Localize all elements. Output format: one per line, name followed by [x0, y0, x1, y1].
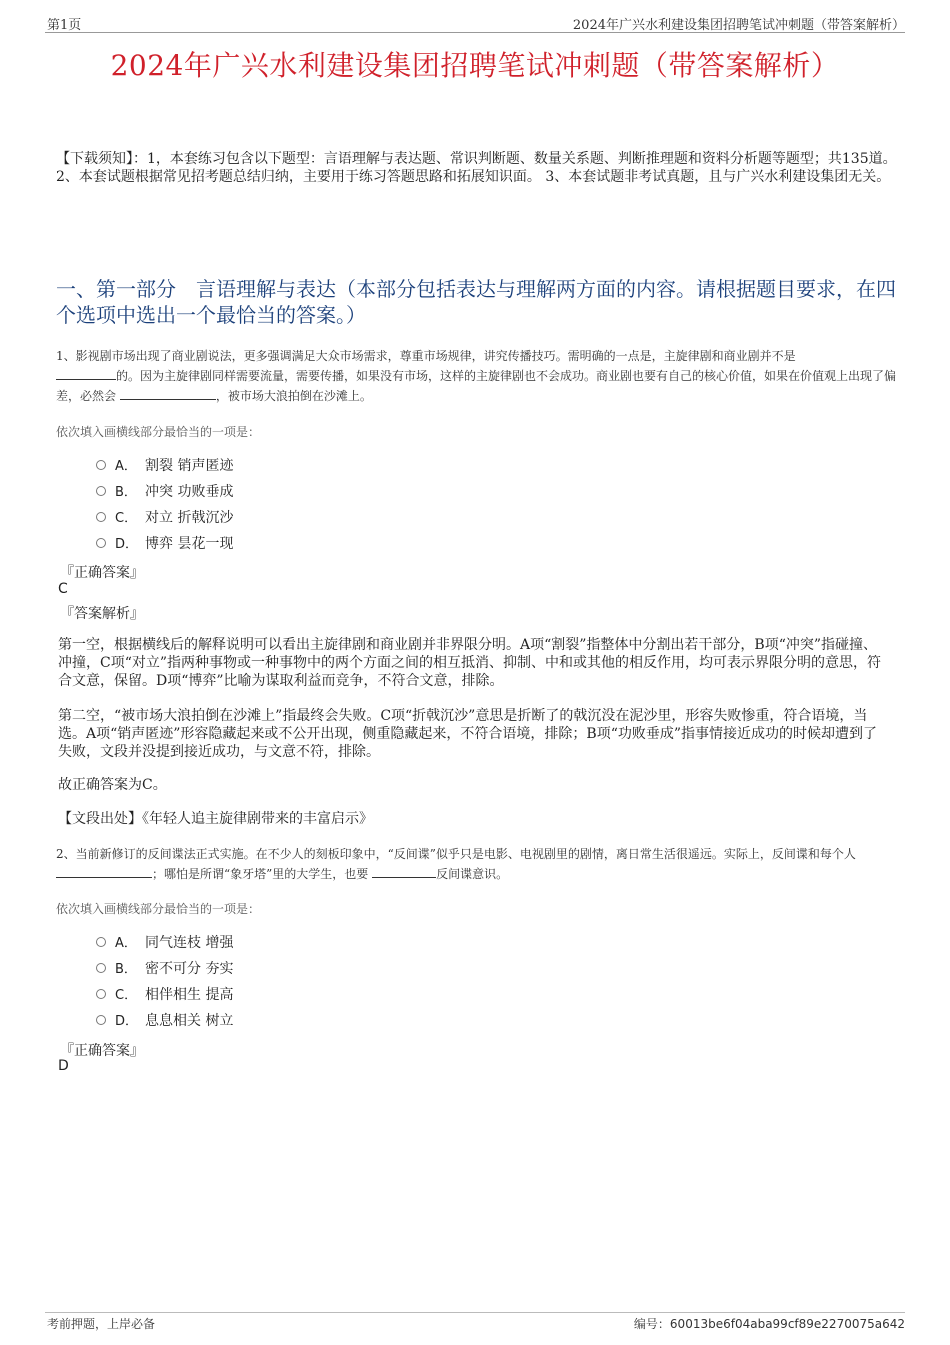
question-instruction: 依次填入画横线部分最恰当的一项是：	[56, 902, 261, 916]
question-stem-text: 的。因为主旋律剧同样需要流量，需要传播，如果没有市场，这样的主旋律剧也不会成功。商业剧也要有自己的核心价值，如果在价值观上出现了偏差，必然会	[56, 369, 897, 403]
section-heading: 一、第一部分 言语理解与表达（本部分包括表达与理解两方面的内容。请根据题目要求，在四个选项中选出一个最恰当的答案。）	[56, 277, 896, 327]
download-notice: 【下载须知】：1，本套练习包含以下题型：言语理解与表达题、常识判断题、数量关系题、判断推理题和资料分析题等题型；共135道。 2、本套试题根据常见招考题总结归纳，主要用于练习答题思路和拓展知识面。 3、本套试题非考试真题，且与广兴水利建设集团无关。	[56, 151, 897, 185]
analysis-paragraph: 第二空，“被市场大浪拍倒在沙滩上”指最终会失败。C项“折戟沉沙”意思是折断了的戟沉没在泥沙里，形容失败惨重，符合语境，当选。A项“销声匿迹”形容隐藏起来或不公开出现，侧重隐藏起来，不符合语境，排除；B项“功败垂成”指事情接近成功的时候却遭到了失败，文段并没提到接近成功，与文意不符，排除。	[58, 708, 878, 760]
option-b[interactable]	[96, 482, 233, 502]
document-title: 2024年广兴水利建设集团招聘笔试冲刺题（带答案解析）	[110, 49, 840, 82]
option-d[interactable]	[96, 534, 233, 554]
option-d[interactable]	[96, 1011, 233, 1031]
source-citation: 【文段出处】《年轻人追主旋律剧带来的丰富启示》	[58, 811, 373, 827]
option-a[interactable]	[96, 933, 233, 953]
fill-blank	[120, 387, 216, 400]
radio-icon[interactable]	[96, 460, 106, 470]
option-text: 博弈 昙花一现	[145, 536, 234, 552]
option-c[interactable]	[96, 985, 233, 1005]
option-letter: A．	[115, 459, 137, 474]
correct-answer-label: 『正确答案』	[60, 1043, 144, 1059]
document-code-label: 编号：	[633, 1317, 670, 1331]
analysis-paragraph: 第一空，根据横线后的解释说明可以看出主旋律剧和商业剧并非界限分明。A项“割裂”指整体中分割出若干部分，B项“冲突”指碰撞、冲撞，C项“对立”指两种事物或一种事物中的两个方面之间的相互抵消、抑制、中和或其他的相反作用，均可表示界限分明的意思，符合文意，保留。D项“博弈”比喻为谋取利益而竞争，不符合文意，排除。	[58, 637, 882, 689]
option-letter: D．	[115, 1014, 139, 1029]
correct-answer: D	[58, 1058, 69, 1074]
question-1-stem	[56, 346, 898, 406]
option-text: 密不可分 夯实	[145, 961, 234, 977]
fill-blank	[372, 865, 436, 878]
option-letter: B．	[115, 485, 137, 500]
option-letter: C．	[115, 511, 138, 526]
option-letter: B．	[115, 962, 137, 977]
option-b[interactable]	[96, 959, 233, 979]
footer-slogan: 考前押题，上岸必备	[47, 1317, 156, 1331]
question-stem-text: 反间谍意识。	[436, 867, 509, 881]
option-text: 对立 折戟沉沙	[145, 510, 234, 526]
option-text: 息息相关 树立	[145, 1013, 234, 1029]
question-stem-text: 1、影视剧市场出现了商业剧说法，更多强调满足大众市场需求，尊重市场规律，讲究传播技巧。需明确的一点是，主旋律剧和商业剧并不是	[56, 349, 796, 363]
option-letter: C．	[115, 988, 138, 1003]
footer-divider	[45, 1312, 905, 1313]
analysis-conclusion: 故正确答案为C。	[58, 777, 167, 793]
question-stem-text: ；哪怕是所谓“象牙塔”里的大学生，也要	[152, 867, 369, 881]
running-header-title: 2024年广兴水利建设集团招聘笔试冲刺题（带答案解析）	[572, 18, 905, 33]
option-a[interactable]	[96, 456, 233, 476]
radio-icon[interactable]	[96, 538, 106, 548]
fill-blank	[56, 367, 116, 380]
option-letter: A．	[115, 936, 137, 951]
question-stem-text: 2、当前新修订的反间谍法正式实施。在不少人的刻板印象中，“反间谍”似乎只是电影、电视剧里的剧情，离日常生活很遥远。实际上，反间谍和每个人	[56, 847, 856, 861]
question-instruction: 依次填入画横线部分最恰当的一项是：	[56, 425, 261, 439]
option-letter: D．	[115, 537, 139, 552]
radio-icon[interactable]	[96, 1015, 106, 1025]
option-text: 割裂 销声匿迹	[145, 458, 234, 474]
analysis-label: 『答案解析』	[60, 606, 144, 622]
header-divider	[45, 32, 905, 33]
document-code-value: 60013be6f04aba99cf89e2270075a642	[669, 1317, 905, 1331]
radio-icon[interactable]	[96, 512, 106, 522]
question-2-stem	[56, 844, 898, 884]
option-c[interactable]	[96, 508, 233, 528]
option-text: 冲突 功败垂成	[145, 484, 234, 500]
radio-icon[interactable]	[96, 989, 106, 999]
radio-icon[interactable]	[96, 963, 106, 973]
option-text: 同气连枝 增强	[145, 935, 234, 951]
radio-icon[interactable]	[96, 486, 106, 496]
fill-blank	[56, 865, 152, 878]
correct-answer: C	[58, 581, 68, 597]
page-number: 第1页	[47, 18, 82, 33]
correct-answer-label: 『正确答案』	[60, 565, 144, 581]
document-code	[634, 1315, 905, 1332]
option-text: 相伴相生 提高	[145, 987, 234, 1003]
question-stem-text: ，被市场大浪拍倒在沙滩上。	[215, 389, 372, 403]
radio-icon[interactable]	[96, 937, 106, 947]
